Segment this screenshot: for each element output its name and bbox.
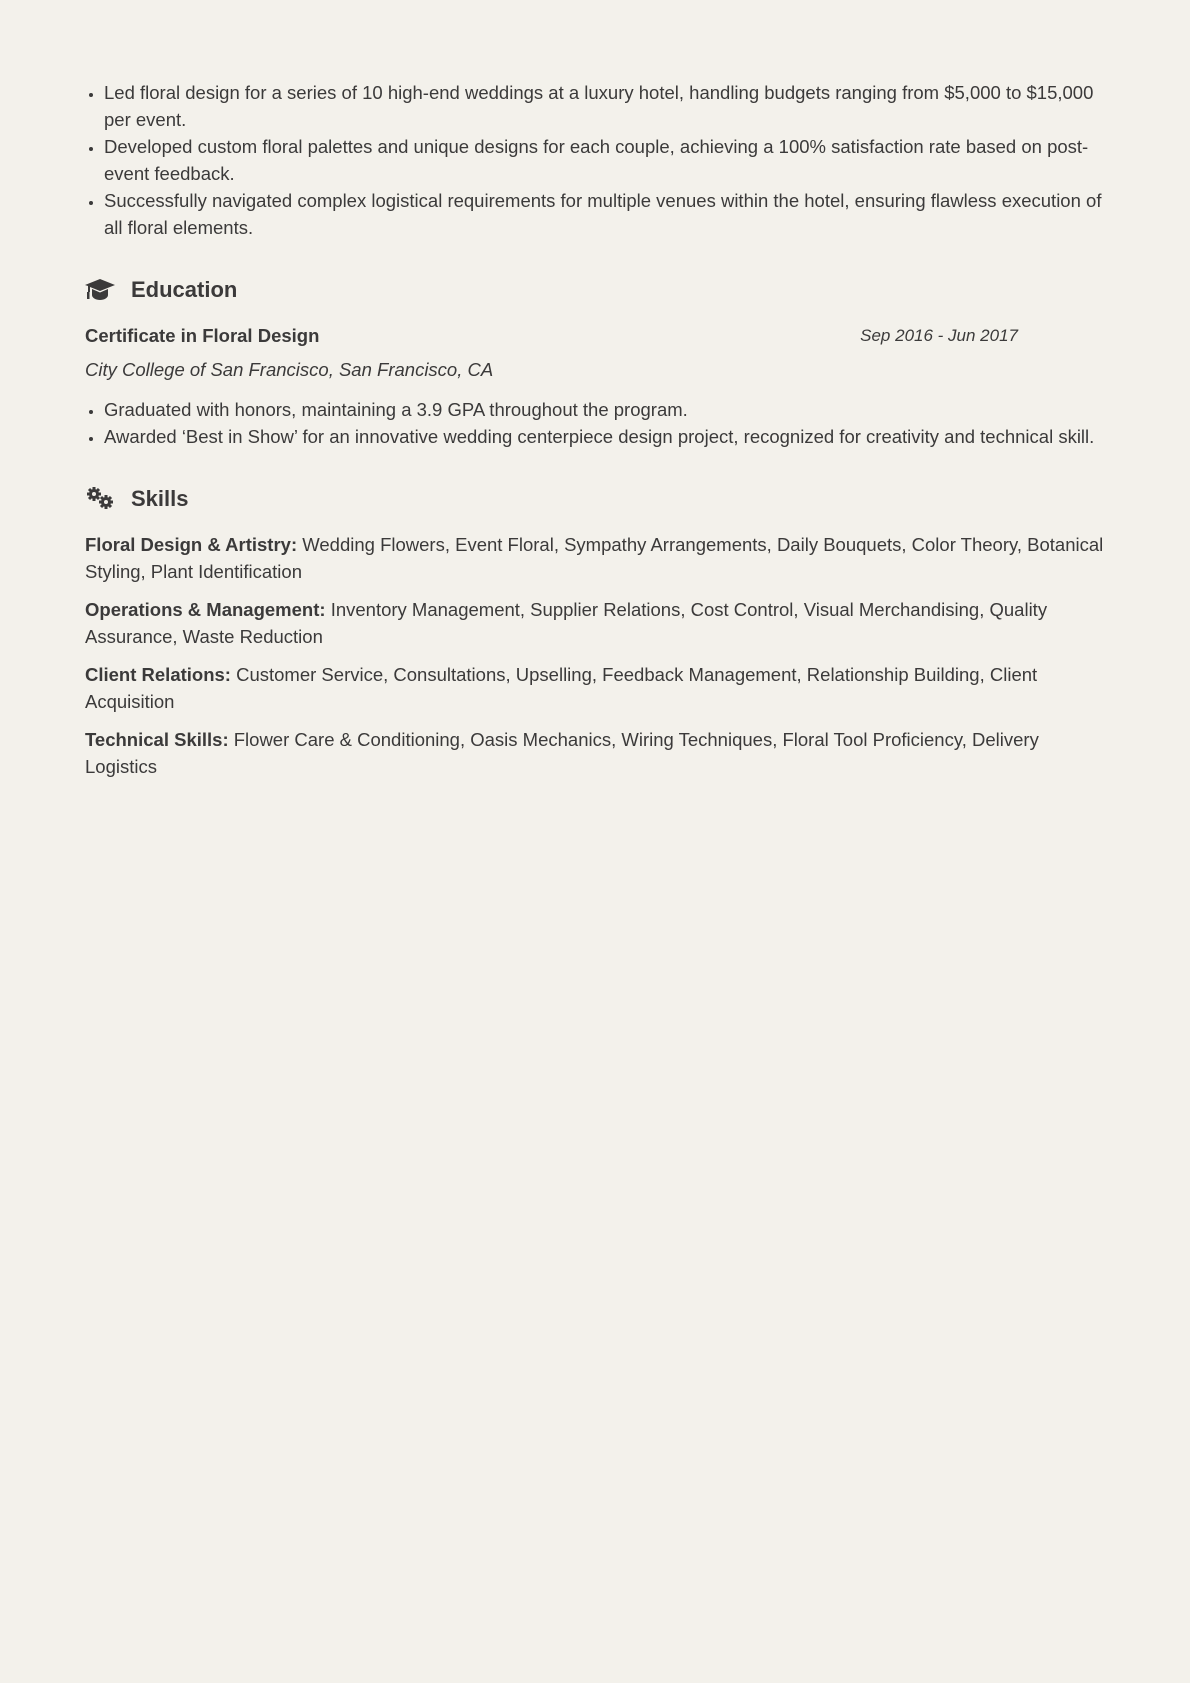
- institution: City College of San Francisco, San Francisco, CA: [85, 359, 494, 380]
- education-section-header: [85, 274, 1110, 304]
- list-item: • Successfully navigated complex logistical requirements for multiple venues within the hotel, ensuring flawless execution of all floral elements.: [104, 187, 1110, 241]
- gears-icon: [85, 484, 115, 512]
- resume-page: [85, 79, 1110, 791]
- skill-label: Floral Design & Artistry:: [85, 534, 298, 555]
- skill-group: [85, 726, 1110, 780]
- section-title: Skills: [131, 485, 189, 511]
- skill-label: Operations & Management:: [85, 599, 326, 620]
- graduation-cap-icon: [85, 275, 115, 303]
- experience-bullet-list: [85, 79, 1110, 241]
- section-title: Education: [131, 276, 238, 302]
- skill-items: Inventory Management, Supplier Relations, Cost Control, Visual Merchandising, Quality Assurance, Waste Reduction: [85, 599, 1048, 647]
- list-item: • Led floral design for a series of 10 high-end weddings at a luxury hotel, handling budgets ranging from $5,000 to $15,000 per event.: [104, 79, 1110, 133]
- education-entry-header: [85, 322, 1018, 349]
- skill-group: [85, 661, 1110, 715]
- list-item: • Developed custom floral palettes and unique designs for each couple, achieving a 100% satisfaction rate based on post-event feedback.: [104, 133, 1110, 187]
- skill-items: Customer Service, Consultations, Upselling, Feedback Management, Relationship Building, Client Acquisition: [85, 664, 1038, 712]
- skill-items: Wedding Flowers, Event Floral, Sympathy Arrangements, Daily Bouquets, Color Theory, Botanical Styling, Plant Identification: [85, 534, 1104, 582]
- skill-group: [85, 596, 1110, 650]
- list-item: • Awarded ‘Best in Show’ for an innovative wedding centerpiece design project, recognized for creativity and technical skill.: [104, 423, 1110, 450]
- list-item: • Graduated with honors, maintaining a 3.9 GPA throughout the program.: [104, 396, 1110, 423]
- skill-label: Client Relations:: [85, 664, 231, 685]
- skills-section-header: [85, 483, 1110, 513]
- education-bullet-list: [85, 396, 1110, 450]
- skill-label: Technical Skills:: [85, 729, 229, 750]
- skill-group: [85, 531, 1110, 585]
- degree-title: Certificate in Floral Design: [85, 325, 320, 346]
- skill-items: Flower Care & Conditioning, Oasis Mechanics, Wiring Techniques, Floral Tool Proficiency, Delivery Logistics: [85, 729, 1039, 777]
- education-dates: Sep 2016 - Jun 2017: [860, 326, 1018, 345]
